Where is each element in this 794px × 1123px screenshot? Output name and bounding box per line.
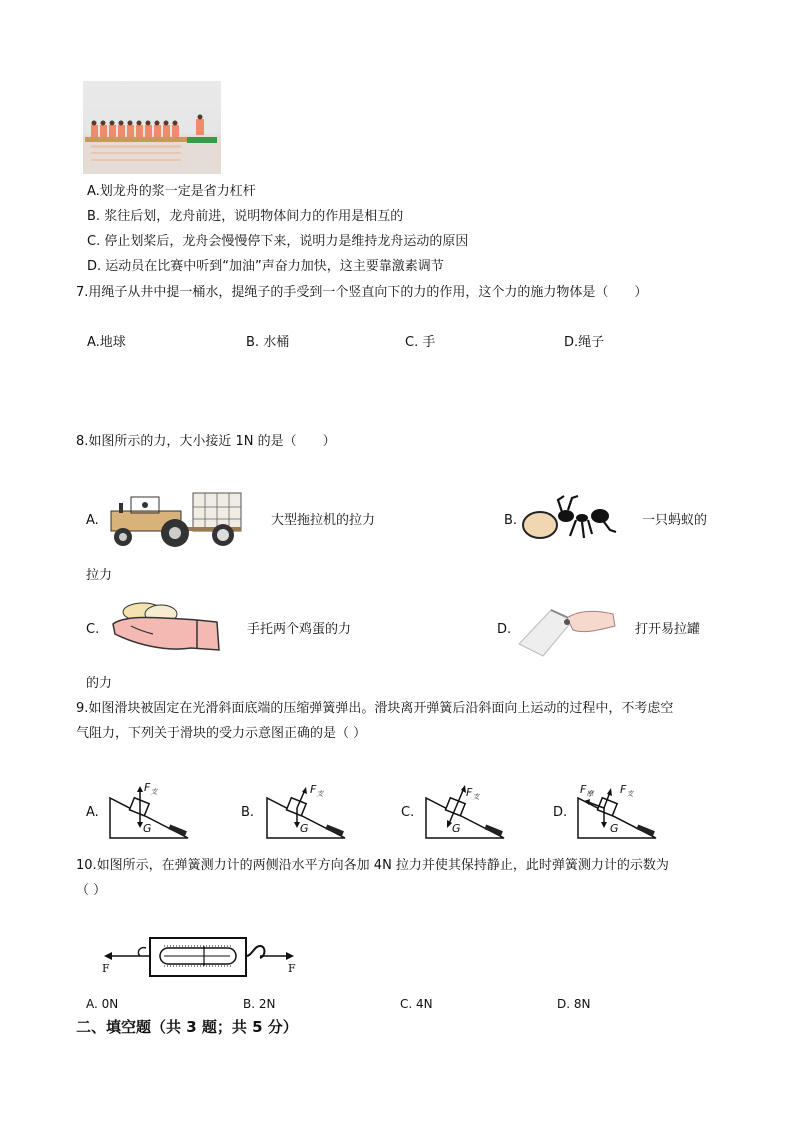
can-opening-illustration xyxy=(515,604,621,660)
q8-stem: 8.如图所示的力，大小接近 1N 的是（ ） xyxy=(76,434,336,449)
option-text: 绳子 xyxy=(578,335,605,350)
q7-option-b[interactable] xyxy=(246,335,289,351)
option-label: A. xyxy=(87,184,100,199)
gravity-label: G xyxy=(143,822,152,835)
q10-option-c[interactable] xyxy=(400,996,433,1012)
q7-option-d[interactable] xyxy=(564,335,604,351)
q8-option-a-label[interactable]: A. xyxy=(86,513,99,528)
option-text: 0N xyxy=(101,997,119,1011)
option-text: 8N xyxy=(573,997,591,1011)
option-label: A. xyxy=(87,335,100,350)
q7-option-c[interactable] xyxy=(405,335,435,351)
force-label: $F_支$ xyxy=(310,783,324,799)
option-text: 运动员在比赛中听到“加油”声奋力加快，这主要靠激素调节 xyxy=(105,259,444,274)
option-label: A. xyxy=(86,997,98,1011)
q9-option-c-label[interactable]: C. xyxy=(401,805,415,820)
q10-option-a[interactable] xyxy=(86,996,118,1012)
option-text: 浆往后划，龙舟前进，说明物体间力的作用是相互的 xyxy=(104,209,404,224)
q8-option-b-text: 一只蚂蚁的 xyxy=(642,513,708,528)
option-text: 4N xyxy=(416,997,433,1011)
force-label: $F_支$ xyxy=(620,783,634,799)
option-label: B. xyxy=(243,997,256,1011)
force-label: $F_支$ xyxy=(144,781,158,797)
q6-option-a[interactable] xyxy=(87,184,256,200)
hand-eggs-illustration xyxy=(105,602,223,658)
option-label: C. xyxy=(87,234,101,249)
tractor-illustration xyxy=(105,487,245,549)
section-title: 二、填空题（共 3 题；共 5 分） xyxy=(76,1018,298,1036)
q8-option-a-text: 大型拖拉机的拉力 xyxy=(271,513,376,528)
q9-stem-line2: 气阻力，下列关于滑块的受力示意图正确的是（ ） xyxy=(76,726,367,741)
option-label: D. xyxy=(564,335,579,350)
option-text: 划龙舟的浆一定是省力杠杆 xyxy=(99,184,256,199)
option-label: B. xyxy=(87,209,101,224)
q10-stem-line2: （ ） xyxy=(76,883,107,898)
q6-option-c[interactable] xyxy=(87,234,468,250)
option-text: 2N xyxy=(258,997,276,1011)
option-label: C. xyxy=(400,997,413,1011)
dragon-boat-photo xyxy=(83,81,221,174)
q6-option-b[interactable] xyxy=(87,209,403,225)
q8-option-d-label[interactable]: D. xyxy=(497,622,512,637)
gravity-label: G xyxy=(300,822,309,835)
option-label: B. xyxy=(246,335,260,350)
q9-option-a-label[interactable]: A. xyxy=(86,805,99,820)
q6-option-d[interactable] xyxy=(87,259,444,275)
option-text: 地球 xyxy=(99,335,126,350)
q8-option-d-text: 打开易拉罐 xyxy=(635,622,701,637)
q9-option-b-label[interactable]: B. xyxy=(241,805,255,820)
q8-option-c-text: 手托两个鸡蛋的力 xyxy=(247,622,352,637)
option-label: C. xyxy=(405,335,419,350)
q9-option-d-label[interactable]: D. xyxy=(553,805,568,820)
gravity-label: G xyxy=(610,822,619,835)
option-label: D. xyxy=(557,997,571,1011)
option-text: 水桶 xyxy=(263,335,290,350)
q10-stem-line1: 10.如图所示，在弹簧测力计的两侧沿水平方向各加 4N 拉力并使其保持静止，此时弹簧测力计的示数为 xyxy=(76,858,669,873)
option-label: D. xyxy=(87,259,102,274)
force-label-right: F xyxy=(288,962,296,975)
q8-option-b-label[interactable]: B. xyxy=(504,513,518,528)
spring-scale-diagram xyxy=(100,934,300,978)
q8-option-c-label[interactable]: C. xyxy=(86,622,100,637)
force-label: $F_支$ xyxy=(466,786,480,802)
q8-option-d-text-wrap: 的力 xyxy=(86,676,113,691)
option-text: 停止划桨后，龙舟会慢慢停下来，说明力是维持龙舟运动的原因 xyxy=(104,234,469,249)
q10-option-b[interactable] xyxy=(243,996,276,1012)
force-label-left: F xyxy=(102,962,110,975)
ant-illustration xyxy=(518,492,624,546)
q10-option-d[interactable] xyxy=(557,996,591,1012)
q7-stem: 7.用绳子从井中提一桶水，提绳子的手受到一个竖直向下的力的作用，这个力的施力物体是（ ） xyxy=(76,285,648,300)
friction-force-label: $F_摩$ xyxy=(580,783,594,799)
q8-option-b-text-wrap: 拉力 xyxy=(86,568,113,583)
q7-option-a[interactable] xyxy=(87,335,126,351)
q9-stem-line1: 9.如图滑块被固定在光滑斜面底端的压缩弹簧弹出。滑块离开弹簧后沿斜面向上运动的过程中，不考虑空 xyxy=(76,701,674,716)
option-text: 手 xyxy=(422,335,436,350)
gravity-label: G xyxy=(452,822,461,835)
